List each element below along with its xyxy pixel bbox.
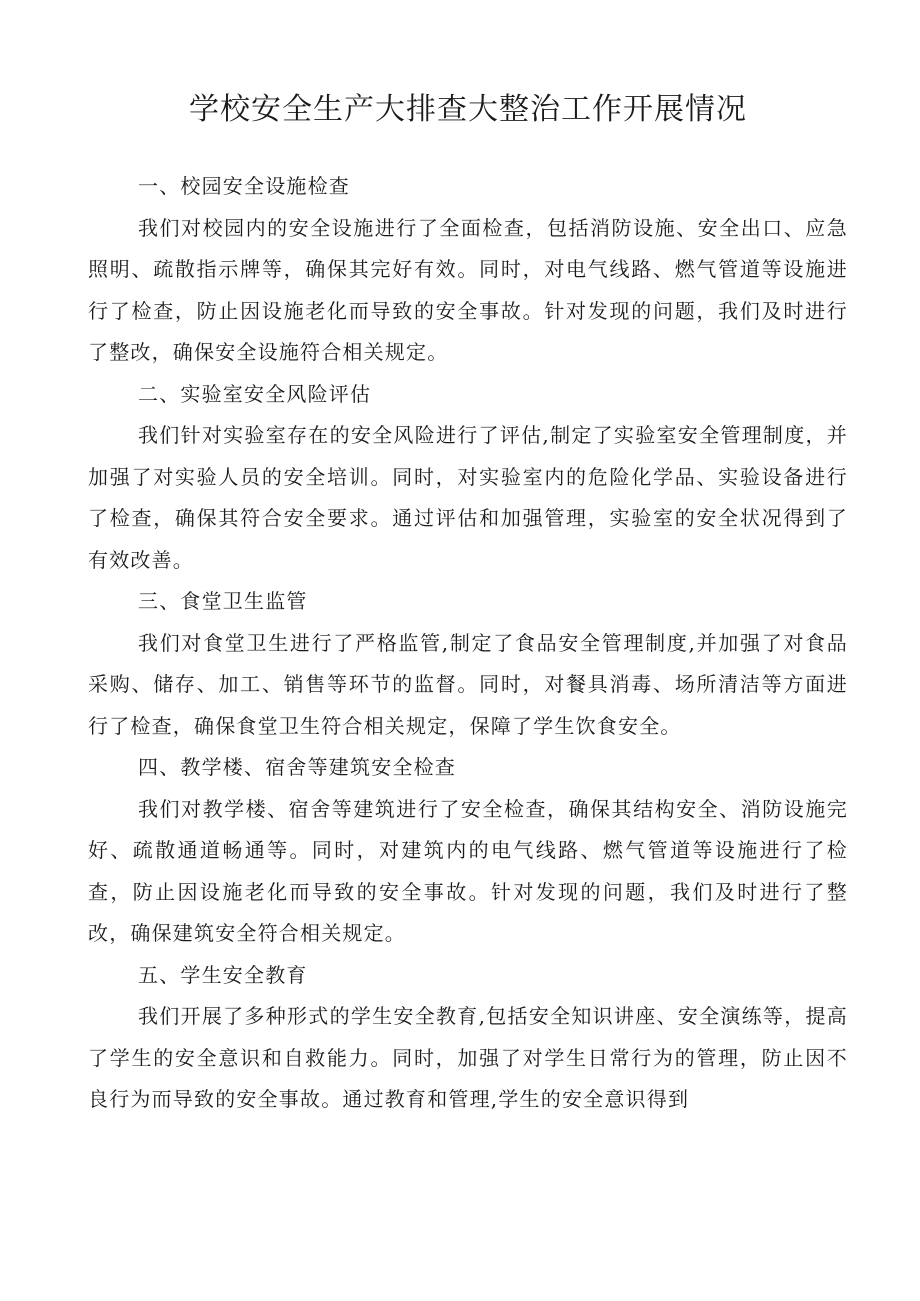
section-heading-1: 一、校园安全设施检查	[138, 174, 350, 198]
section-heading-4: 四、教学楼、宿舍等建筑安全检查	[138, 755, 456, 779]
document-title: 学校安全生产大排查大整治工作开展情况	[189, 92, 747, 127]
section-heading-5: 五、学生安全教育	[138, 962, 308, 987]
document-body	[88, 166, 848, 1121]
section-paragraph-2: 我们针对实验室存在的安全风险进行了评估,制定了实验室安全管理制度，并加强了对实验人员的安全培训。同时，对实验室内的危险化学品、实验设备进行了检查，确保其符合安全要求。通过评估和加强管理，实验室的安全状况得到了有效改善。	[88, 423, 848, 572]
section-paragraph-3: 我们对食堂卫生进行了严格监管,制定了食品安全管理制度,并加强了对食品采购、储存、加工、销售等环节的监督。同时，对餐具消毒、场所清洁等方面进行了检查，确保食堂卫生符合相关规定，保障了学生饮食安全。	[88, 630, 848, 738]
document-page	[88, 0, 848, 1121]
section-paragraph-1: 我们对校园内的安全设施进行了全面检查，包括消防设施、安全出口、应急照明、疏散指示牌等，确保其完好有效。同时，对电气线路、燃气管道等设施进行了检查，防止因设施老化而导致的安全事故。针对发现的问题，我们及时进行了整改，确保安全设施符合相关规定。	[88, 215, 848, 364]
section-heading-2: 二、实验室安全风险评估	[138, 381, 372, 406]
section-heading-3: 三、食堂卫生监管	[138, 589, 308, 613]
section-paragraph-4: 我们对教学楼、宿舍等建筑进行了安全检查，确保其结构安全、消防设施完好、疏散通道畅通等。同时，对建筑内的电气线路、燃气管道等设施进行了检查，防止因设施老化而导致的安全事故。针对发现的问题，我们及时进行了整改，确保建筑安全符合相关规定。	[88, 796, 848, 945]
section-paragraph-5: 我们开展了多种形式的学生安全教育,包括安全知识讲座、安全演练等，提高了学生的安全意识和自救能力。同时，加强了对学生日常行为的管理，防止因不良行为而导致的安全事故。通过教育和管理,学生的安全意识得到	[88, 1004, 848, 1111]
